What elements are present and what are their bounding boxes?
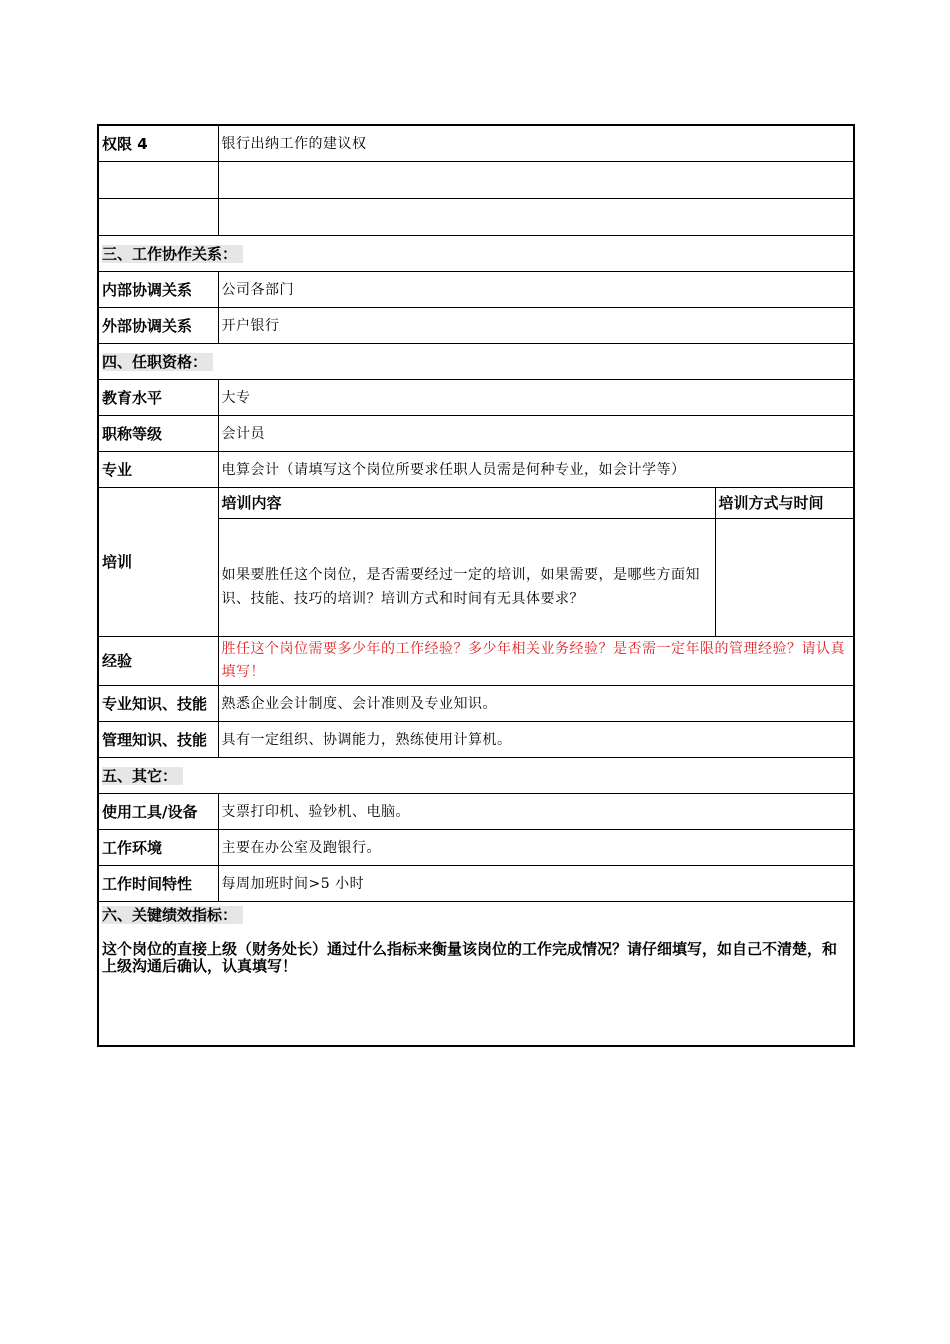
tools-label: 使用工具/设备 (98, 793, 218, 829)
title-level-label: 职称等级 (98, 415, 218, 451)
training-label: 培训 (98, 487, 218, 636)
job-description-table (97, 124, 855, 1047)
training-content-header: 培训内容 (218, 487, 715, 518)
environment-label: 工作环境 (98, 829, 218, 865)
training-content: 如果要胜任这个岗位，是否需要经过一定的培训，如果需要，是哪些方面知识、技能、技巧的培训？培训方式和时间有无具体要求？ (218, 518, 715, 636)
external-coordination-value: 开户银行 (218, 307, 854, 343)
section-3-header (98, 235, 854, 271)
education-value: 大专 (218, 379, 854, 415)
section-6-row (98, 901, 854, 1046)
section-5-header (98, 757, 854, 793)
management-skills-label: 管理知识、技能 (98, 721, 218, 757)
section-4-title: 四、任职资格： (98, 343, 854, 379)
training-method-header: 培训方式与时间 (715, 487, 854, 518)
empty-cell (218, 198, 854, 235)
professional-skills-row (98, 685, 854, 721)
professional-skills-label: 专业知识、技能 (98, 685, 218, 721)
tools-row (98, 793, 854, 829)
work-time-value: 每周加班时间>5 小时 (218, 865, 854, 901)
education-label: 教育水平 (98, 379, 218, 415)
empty-row (98, 198, 854, 235)
authority-value: 银行出纳工作的建议权 (218, 125, 854, 161)
empty-cell (98, 161, 218, 198)
section-3-title: 三、工作协作关系： (98, 235, 854, 271)
title-level-value: 会计员 (218, 415, 854, 451)
education-row (98, 379, 854, 415)
training-method (715, 518, 854, 636)
major-label: 专业 (98, 451, 218, 487)
environment-value: 主要在办公室及跑银行。 (218, 829, 854, 865)
training-header-row (98, 487, 854, 518)
environment-row (98, 829, 854, 865)
experience-value: 胜任这个岗位需要多少年的工作经验？多少年相关业务经验？是否需一定年限的管理经验？请认真填写！ (218, 636, 854, 685)
empty-cell (218, 161, 854, 198)
management-skills-value: 具有一定组织、协调能力，熟练使用计算机。 (218, 721, 854, 757)
section-6-cell (98, 901, 854, 1046)
title-level-row (98, 415, 854, 451)
experience-row (98, 636, 854, 685)
work-time-label: 工作时间特性 (98, 865, 218, 901)
section-5-title: 五、其它： (98, 757, 854, 793)
external-coordination-label: 外部协调关系 (98, 307, 218, 343)
section-4-header (98, 343, 854, 379)
empty-cell (98, 198, 218, 235)
section-6-title: 六、关键绩效指标： (102, 904, 850, 925)
internal-coordination-row (98, 271, 854, 307)
professional-skills-value: 熟悉企业会计制度、会计准则及专业知识。 (218, 685, 854, 721)
authority-label: 权限 4 (98, 125, 218, 161)
work-time-row (98, 865, 854, 901)
management-skills-row (98, 721, 854, 757)
internal-coordination-value: 公司各部门 (218, 271, 854, 307)
external-coordination-row (98, 307, 854, 343)
section-6-content: 这个岗位的直接上级（财务处长）通过什么指标来衡量该岗位的工作完成情况？请仔细填写，如自己不清楚，和上级沟通后确认，认真填写！ (102, 939, 838, 975)
tools-value: 支票打印机、验钞机、电脑。 (218, 793, 854, 829)
major-row (98, 451, 854, 487)
empty-row (98, 161, 854, 198)
experience-label: 经验 (98, 636, 218, 685)
internal-coordination-label: 内部协调关系 (98, 271, 218, 307)
authority-row (98, 125, 854, 161)
major-value: 电算会计（请填写这个岗位所要求任职人员需是何种专业，如会计学等） (218, 451, 854, 487)
